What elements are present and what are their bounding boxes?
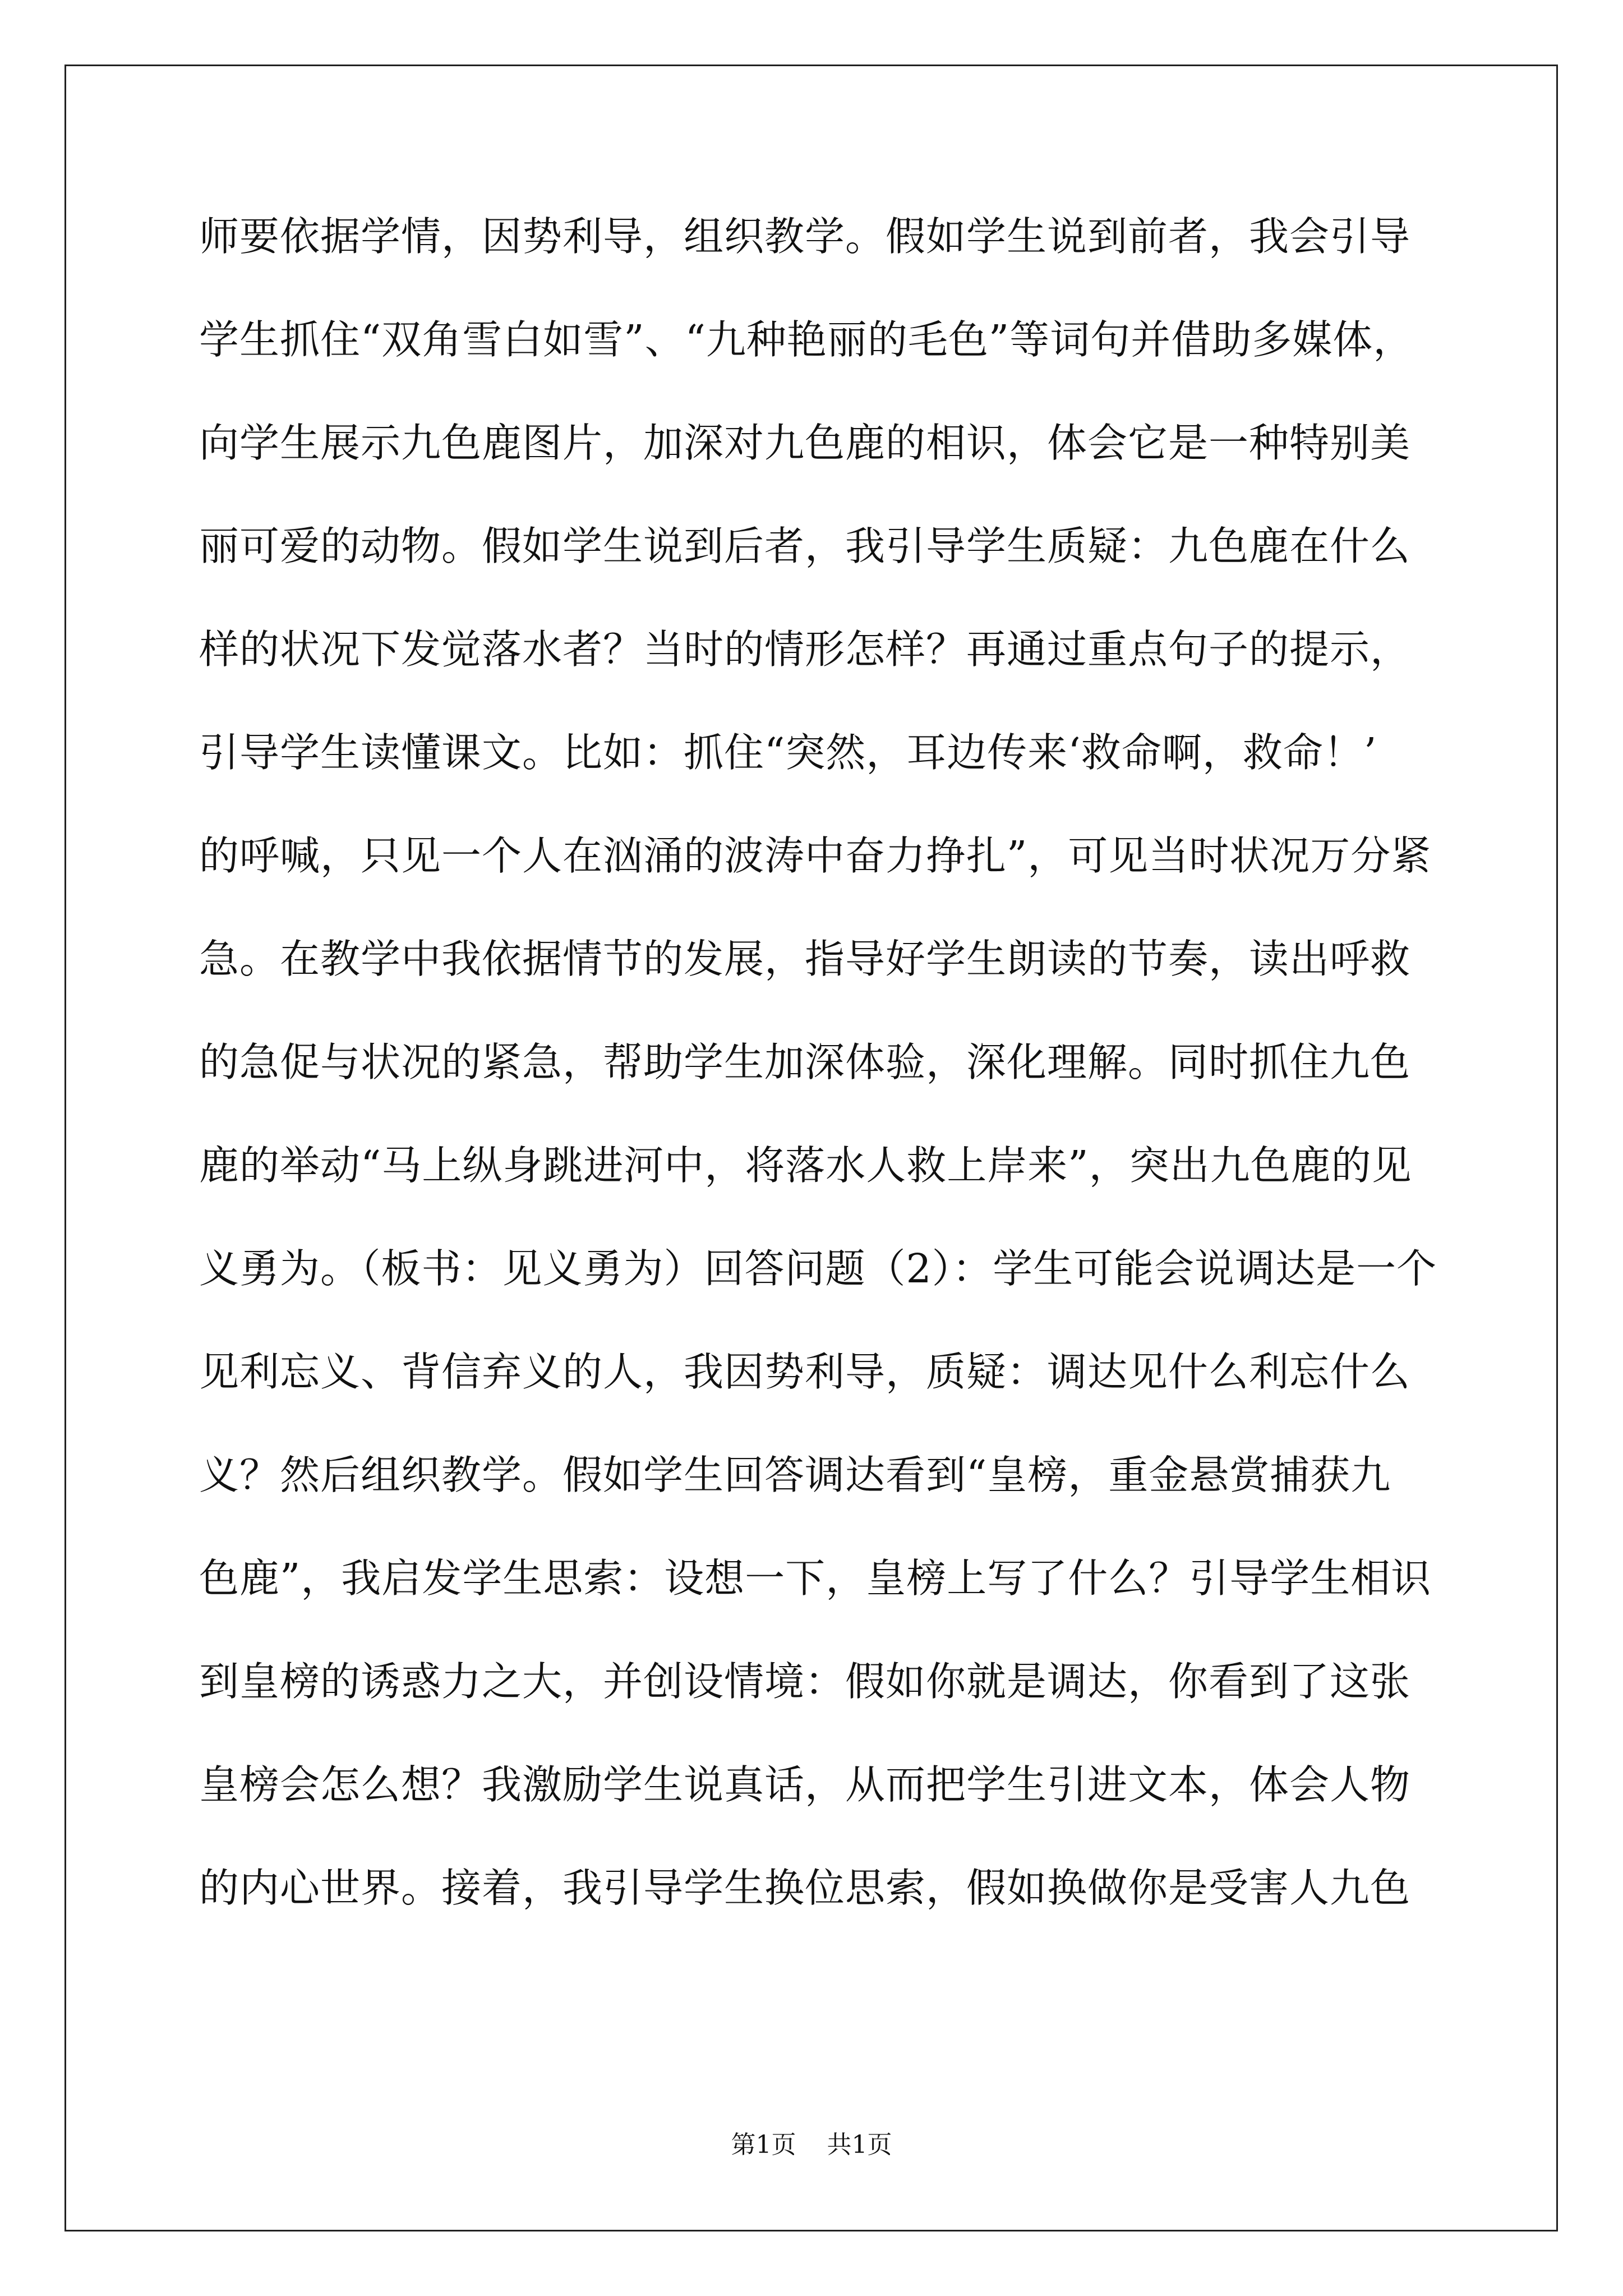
text-line: 见利忘义、背信弃义的人，我因势利导，质疑：调达见什么利忘什么 <box>199 1349 1411 1395</box>
text-line: 丽可爱的动物。假如学生说到后者，我引导学生质疑：九色鹿在什么 <box>199 523 1411 569</box>
text-line: 的急促与状况的紧急，帮助学生加深体验，深化理解。同时抓住九色 <box>199 1039 1411 1085</box>
page-footer <box>0 2128 1623 2162</box>
page-number: 第1页 <box>731 2131 796 2159</box>
document-body <box>199 209 1489 1963</box>
text-line: 义？然后组织教学。假如学生回答调达看到“皇榜，重金悬赏捕获九 <box>199 1452 1391 1498</box>
text-line: 义勇为。（板书：见义勇为）回答问题（2）：学生可能会说调达是一个 <box>199 1245 1437 1292</box>
text-line: 皇榜会怎么想？我激励学生说真话，从而把学生引进文本，体会人物 <box>199 1761 1411 1808</box>
text-line: 鹿的举动“马上纵身跳进河中，将落水人救上岸来”，突出九色鹿的见 <box>199 1142 1412 1189</box>
page-total: 共1页 <box>827 2131 892 2159</box>
text-line: 色鹿”，我启发学生思索：设想一下，皇榜上写了什么？引导学生相识 <box>199 1555 1432 1602</box>
text-line: 学生抓住“双角雪白如雪”、“九种艳丽的毛色”等词句并借助多媒体， <box>199 316 1414 363</box>
text-line: 引导学生读懂课文。比如：抓住“突然，耳边传来‘救命啊，救命！’ <box>199 729 1377 776</box>
text-line: 的呼喊，只见一个人在汹涌的波涛中奋力挣扎”，可见当时状况万分紧 <box>199 832 1432 879</box>
text-line: 急。在教学中我依据情节的发展，指导好学生朗读的节奏，读出呼救 <box>199 936 1411 982</box>
text-line: 向学生展示九色鹿图片，加深对九色鹿的相识，体会它是一种特别美 <box>199 420 1411 466</box>
text-line: 的内心世界。接着，我引导学生换位思索，假如换做你是受害人九色 <box>199 1865 1411 1911</box>
text-line: 师要依据学情，因势利导，组织教学。假如学生说到前者，我会引导 <box>199 213 1411 260</box>
text-line: 到皇榜的诱惑力之大，并创设情境：假如你就是调达，你看到了这张 <box>199 1658 1411 1705</box>
text-line: 样的状况下发觉落水者？当时的情形怎样？再通过重点句子的提示， <box>199 626 1411 673</box>
